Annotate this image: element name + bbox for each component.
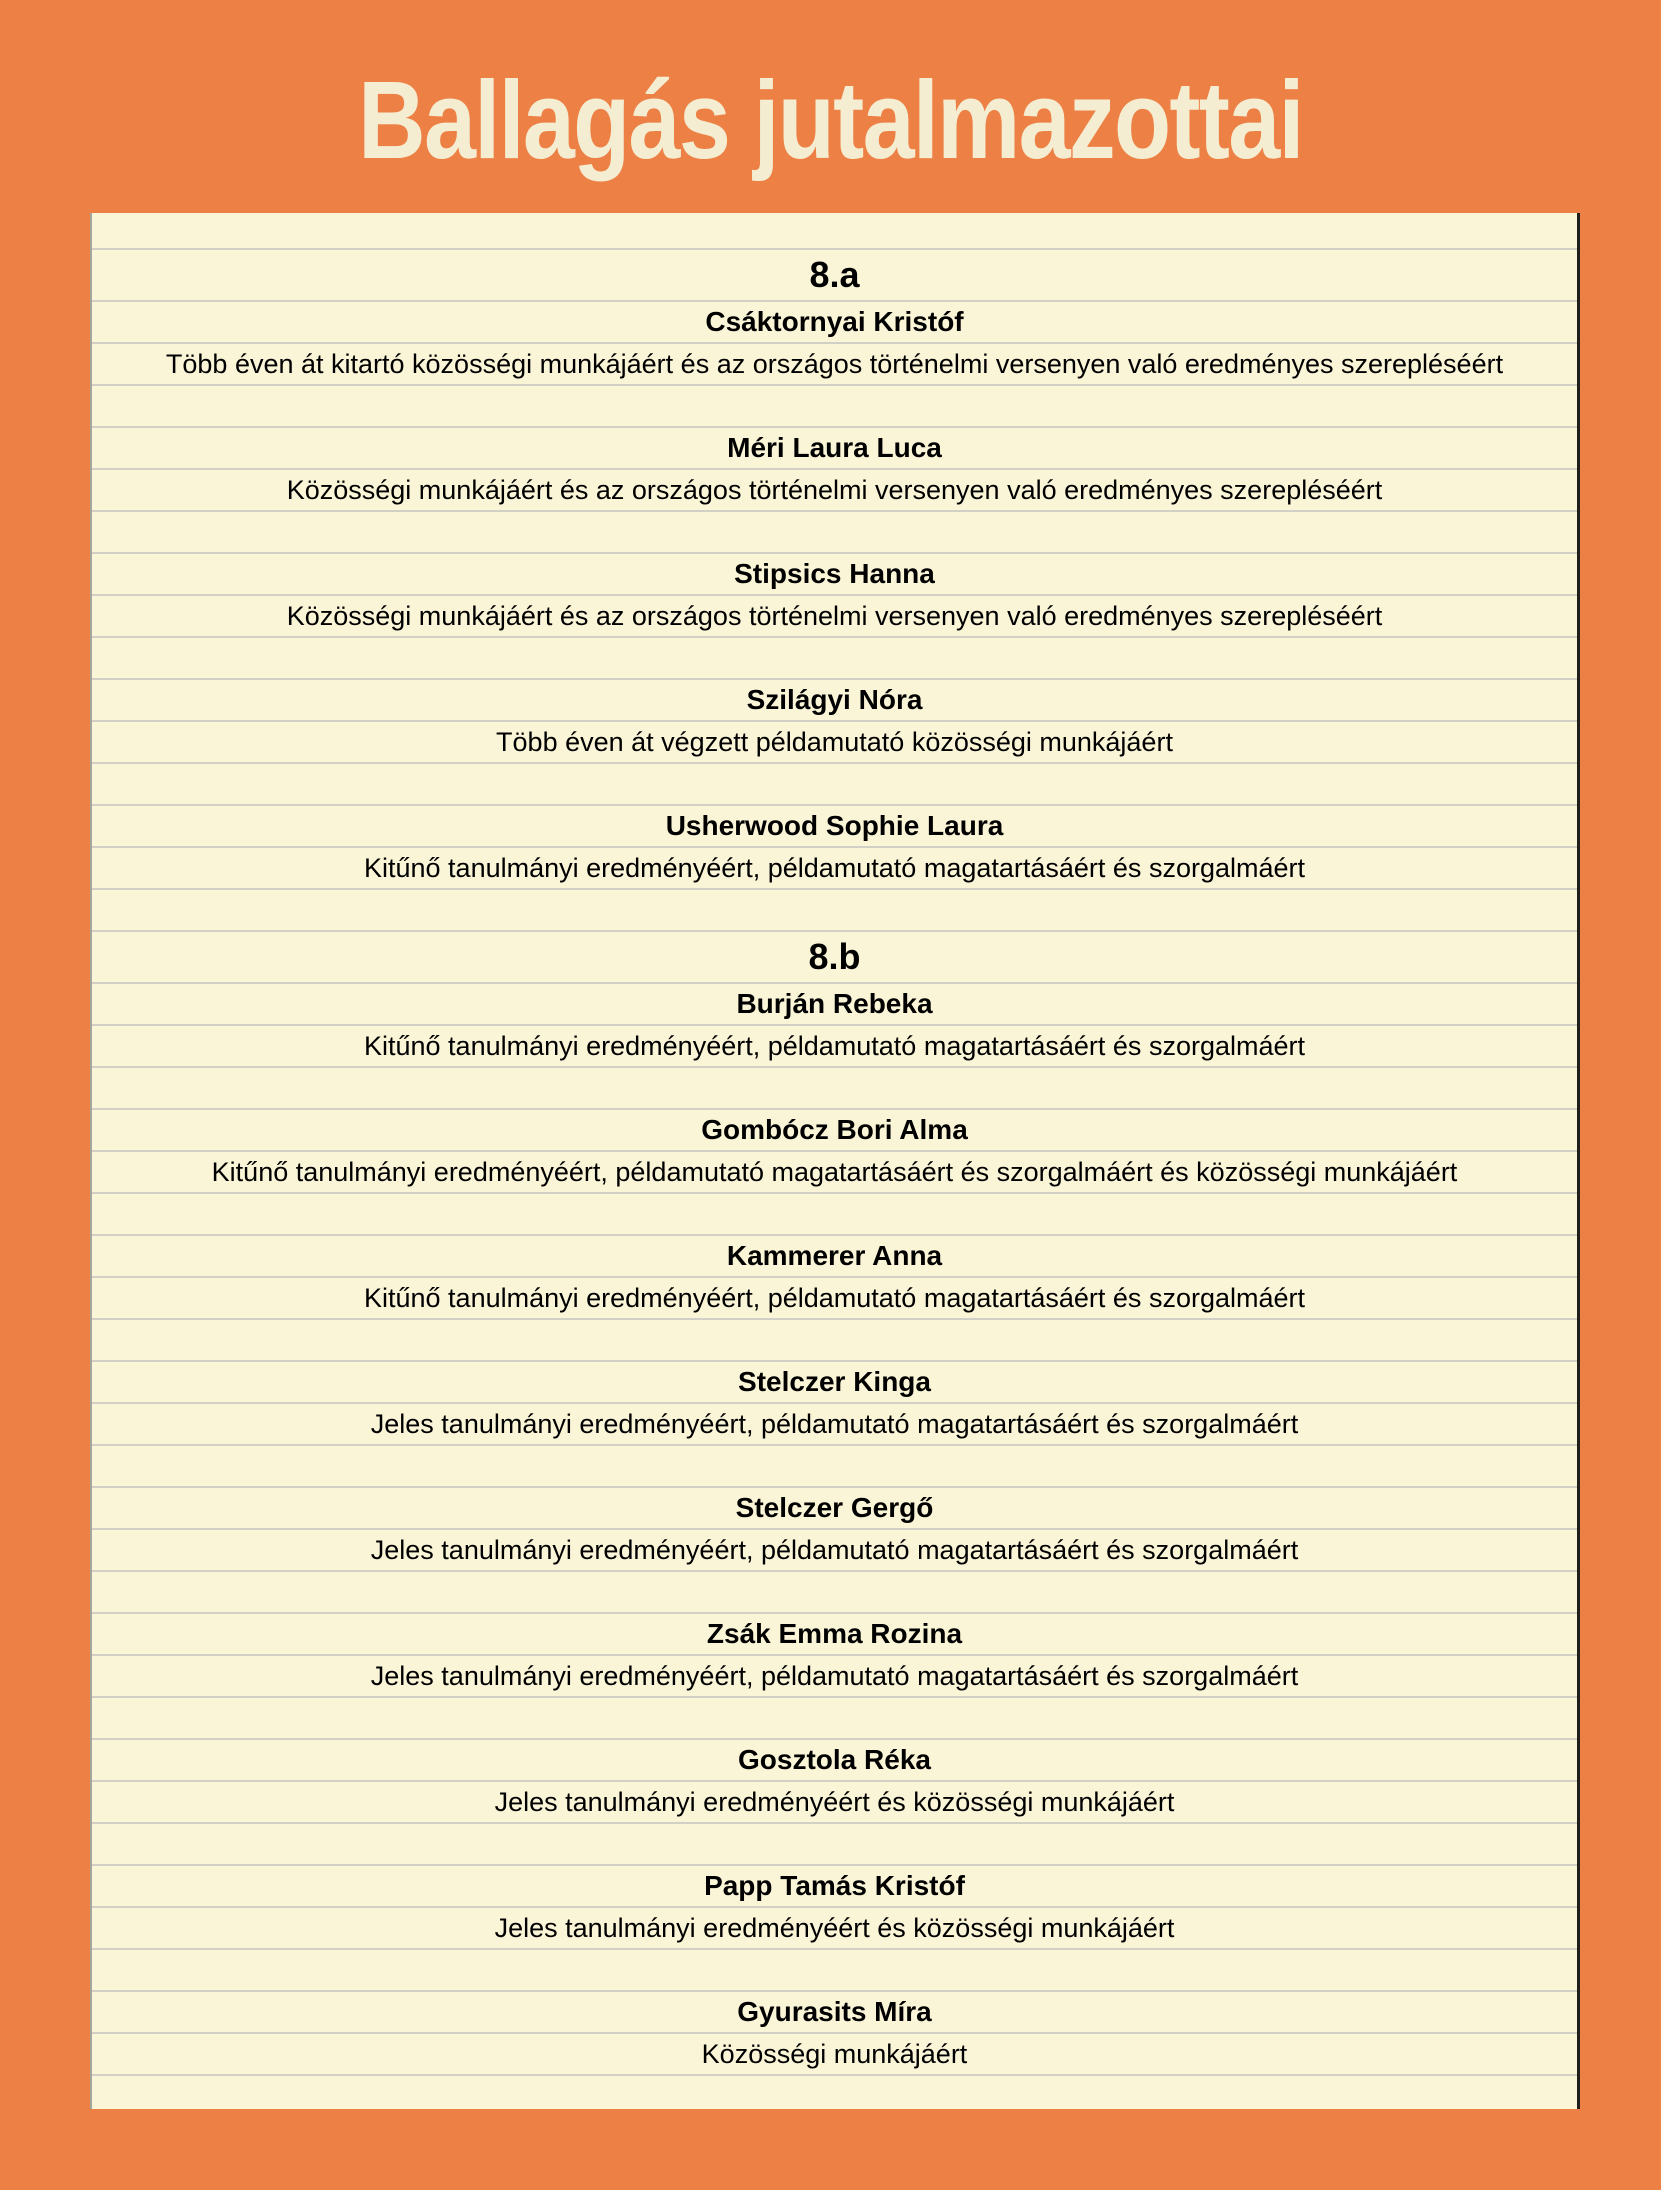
spacer-row bbox=[92, 1446, 1577, 1488]
award-reason-row bbox=[92, 1782, 1577, 1824]
award-reason-row-text: Jeles tanulmányi eredményéért és közösségi munkájáért bbox=[494, 1786, 1175, 1817]
award-reason-row-text: Jeles tanulmányi eredményéért, példamutató magatartásáért és szorgalmáért bbox=[370, 1660, 1299, 1691]
spacer-row bbox=[92, 1194, 1577, 1236]
spacer-row bbox=[92, 1950, 1577, 1992]
student-name-row bbox=[92, 1740, 1577, 1782]
spacer-row bbox=[92, 213, 1577, 250]
student-name-row bbox=[92, 1110, 1577, 1152]
student-name-row-text: Kammerer Anna bbox=[726, 1240, 943, 1271]
award-reason-row-text: Több éven át végzett példamutató közösségi munkájáért bbox=[496, 726, 1173, 757]
class-header-row bbox=[92, 932, 1577, 984]
award-reason-row bbox=[92, 1278, 1577, 1320]
student-name-row-text: Stelczer Kinga bbox=[738, 1366, 931, 1397]
student-name-row bbox=[92, 1866, 1577, 1908]
spacer-row bbox=[92, 386, 1577, 428]
award-reason-row-text: Kitűnő tanulmányi eredményéért, példamutató magatartásáért és szorgalmáért és közösségi munkájáért bbox=[211, 1156, 1458, 1187]
student-name-row-text: Méri Laura Luca bbox=[727, 432, 942, 463]
student-name-row-text: Szilágyi Nóra bbox=[746, 684, 923, 715]
award-reason-row-text: Közösségi munkájáért bbox=[701, 2038, 968, 2069]
page-title: Ballagás jutalmazottai bbox=[358, 59, 1303, 182]
award-reason-row-text: Közösségi munkájáért és az országos történelmi versenyen való eredményes szerepléséért bbox=[286, 474, 1383, 505]
student-name-row bbox=[92, 1488, 1577, 1530]
student-name-row bbox=[92, 1992, 1577, 2034]
student-name-row-text: Stipsics Hanna bbox=[734, 558, 935, 589]
award-reason-row bbox=[92, 596, 1577, 638]
award-reason-row bbox=[92, 2034, 1577, 2076]
award-reason-row bbox=[92, 722, 1577, 764]
award-reason-row-text: Kitűnő tanulmányi eredményéért, példamutató magatartásáért és szorgalmáért bbox=[364, 1282, 1305, 1313]
spacer-row bbox=[92, 1320, 1577, 1362]
award-reason-row bbox=[92, 1404, 1577, 1446]
spacer-row bbox=[92, 2076, 1577, 2109]
spacer-row bbox=[92, 1068, 1577, 1110]
student-name-row-text: Burján Rebeka bbox=[736, 988, 933, 1019]
student-name-row bbox=[92, 1362, 1577, 1404]
spacer-row bbox=[92, 1824, 1577, 1866]
student-name-row bbox=[92, 554, 1577, 596]
student-name-row bbox=[92, 1236, 1577, 1278]
award-reason-row-text: Kitűnő tanulmányi eredményéért, példamutató magatartásáért és szorgalmáért bbox=[364, 1030, 1305, 1061]
student-name-row-text: Gosztola Réka bbox=[738, 1744, 931, 1775]
award-reason-row bbox=[92, 344, 1577, 386]
award-reason-row bbox=[92, 1026, 1577, 1068]
class-header-row-text: 8.a bbox=[809, 254, 860, 295]
award-reason-row bbox=[92, 470, 1577, 512]
spacer-row bbox=[92, 890, 1577, 932]
student-name-row-text: Stelczer Gergő bbox=[735, 1492, 934, 1523]
class-header-row-text: 8.b bbox=[808, 936, 861, 977]
student-name-row bbox=[92, 984, 1577, 1026]
award-reason-row bbox=[92, 1908, 1577, 1950]
award-reason-row bbox=[92, 848, 1577, 890]
awards-table bbox=[90, 213, 1580, 2109]
student-name-row bbox=[92, 1614, 1577, 1656]
award-reason-row-text: Több éven át kitartó közösségi munkájáért és az országos történelmi versenyen való eredményes szerepléséért bbox=[165, 348, 1504, 379]
student-name-row bbox=[92, 302, 1577, 344]
student-name-row bbox=[92, 428, 1577, 470]
award-reason-row bbox=[92, 1152, 1577, 1194]
class-header-row bbox=[92, 250, 1577, 302]
student-name-row-text: Csáktornyai Kristóf bbox=[705, 306, 964, 337]
student-name-row-text: Papp Tamás Kristóf bbox=[704, 1870, 965, 1901]
student-name-row bbox=[92, 680, 1577, 722]
spacer-row bbox=[92, 1698, 1577, 1740]
student-name-row-text: Gyurasits Míra bbox=[737, 1996, 932, 2027]
award-reason-row-text: Közösségi munkájáért és az országos történelmi versenyen való eredményes szerepléséért bbox=[286, 600, 1383, 631]
student-name-row-text: Zsák Emma Rozina bbox=[706, 1618, 963, 1649]
spacer-row bbox=[92, 764, 1577, 806]
award-reason-row-text: Jeles tanulmányi eredményéért, példamutató magatartásáért és szorgalmáért bbox=[370, 1408, 1299, 1439]
award-reason-row-text: Kitűnő tanulmányi eredményéért, példamutató magatartásáért és szorgalmáért bbox=[364, 852, 1305, 883]
student-name-row-text: Gombócz Bori Alma bbox=[701, 1114, 968, 1145]
award-reason-row bbox=[92, 1656, 1577, 1698]
student-name-row bbox=[92, 806, 1577, 848]
spacer-row bbox=[92, 1572, 1577, 1614]
spacer-row bbox=[92, 638, 1577, 680]
award-reason-row-text: Jeles tanulmányi eredményéért és közösségi munkájáért bbox=[494, 1912, 1175, 1943]
student-name-row-text: Usherwood Sophie Laura bbox=[665, 810, 1004, 841]
award-reason-row-text: Jeles tanulmányi eredményéért, példamutató magatartásáért és szorgalmáért bbox=[370, 1534, 1299, 1565]
award-reason-row bbox=[92, 1530, 1577, 1572]
spacer-row bbox=[92, 512, 1577, 554]
